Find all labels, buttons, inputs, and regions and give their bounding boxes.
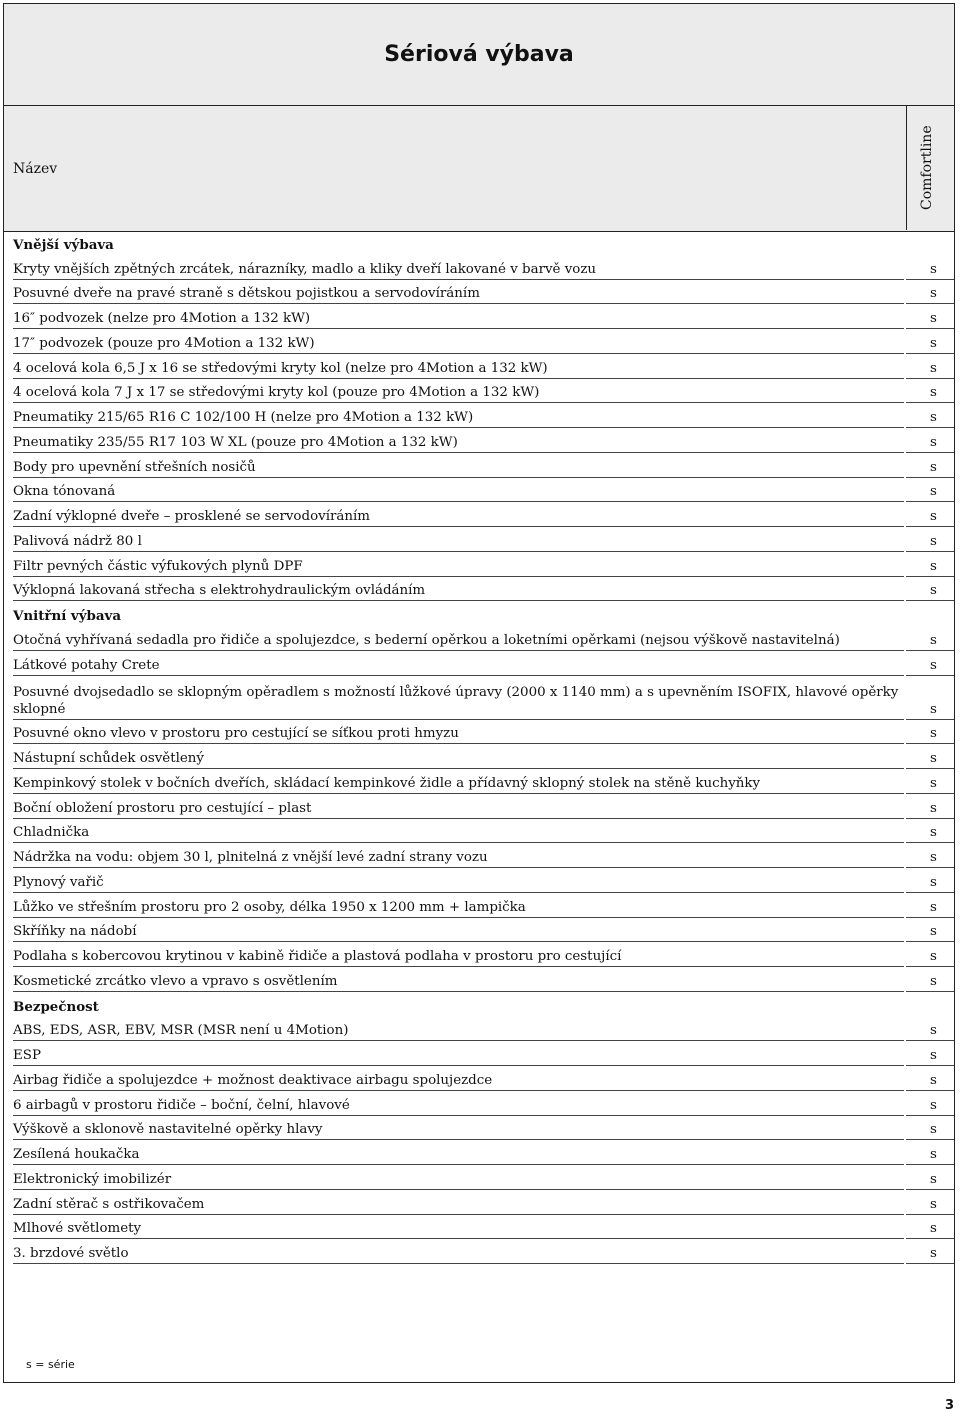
item-label: Okna tónovaná xyxy=(13,483,904,502)
table-row xyxy=(4,357,954,382)
comfortline-value: s xyxy=(906,1097,954,1116)
comfortline-value: s xyxy=(906,632,954,651)
comfortline-value: s xyxy=(906,849,954,868)
item-label: Kryty vnějších zpětných zrcátek, nárazníky, madlo a kliky dveří lakované v barvě vozu xyxy=(13,261,904,280)
title-bar xyxy=(4,4,954,106)
item-label: Nástupní schůdek osvětlený xyxy=(13,750,904,769)
table-row xyxy=(4,723,954,748)
table-row xyxy=(4,382,954,407)
table-row xyxy=(4,481,954,506)
table-row xyxy=(4,846,954,871)
comfortline-value: s xyxy=(906,657,954,676)
section-header xyxy=(4,233,954,258)
table-row xyxy=(4,431,954,456)
table-row xyxy=(4,1044,954,1069)
comfortline-value: s xyxy=(906,285,954,304)
item-label: Elektronický imobilizér xyxy=(13,1171,904,1190)
section-title: Vnější výbava xyxy=(13,236,114,253)
comfortline-value: s xyxy=(906,948,954,967)
comfortline-value: s xyxy=(906,508,954,527)
item-label: Boční obložení prostoru pro cestující – plast xyxy=(13,800,904,819)
comfortline-value: s xyxy=(906,725,954,744)
comfortline-value: s xyxy=(906,750,954,769)
comfortline-value: s xyxy=(906,384,954,403)
table-row xyxy=(4,555,954,580)
item-label: Plynový vařič xyxy=(13,874,904,893)
table-body xyxy=(4,233,954,1267)
table-row xyxy=(4,921,954,946)
table-row xyxy=(4,1242,954,1267)
item-label: Skříňky na nádobí xyxy=(13,923,904,942)
comfortline-value: s xyxy=(906,1047,954,1066)
item-label: Posuvné okno vlevo v prostoru pro cestující se síťkou proti hmyzu xyxy=(13,725,904,744)
item-label: Podlaha s kobercovou krytinou v kabině řidiče a plastová podlaha v prostoru pro cestující xyxy=(13,948,904,967)
comfortline-column-header: Comfortline xyxy=(919,125,935,210)
table-row xyxy=(4,822,954,847)
item-label: ESP xyxy=(13,1047,904,1066)
comfortline-value: s xyxy=(906,533,954,552)
table-row xyxy=(4,580,954,605)
table-row xyxy=(4,629,954,654)
item-label: Pneumatiky 215/65 R16 C 102/100 H (nelze pro 4Motion a 132 kW) xyxy=(13,409,904,428)
table-row xyxy=(4,283,954,308)
item-label: Otočná vyhřívaná sedadla pro řidiče a spolujezdce, s bederní opěrkou a loketními opěrkami (nejsou výškově nastavitelná) xyxy=(13,632,904,651)
comfortline-value: s xyxy=(906,582,954,601)
comfortline-value: s xyxy=(906,899,954,918)
comfortline-value: s xyxy=(906,1245,954,1264)
comfortline-value: s xyxy=(906,1121,954,1140)
item-label: 4 ocelová kola 7 J x 17 se středovými kryty kol (pouze pro 4Motion a 132 kW) xyxy=(13,384,904,403)
comfortline-value: s xyxy=(906,360,954,379)
table-row xyxy=(4,1168,954,1193)
item-label: Nádržka na vodu: objem 30 l, plnitelná z vnější levé zadní strany vozu xyxy=(13,849,904,868)
item-label: Lůžko ve střešním prostoru pro 2 osoby, délka 1950 x 1200 mm + lampička xyxy=(13,899,904,918)
comfortline-value: s xyxy=(906,824,954,843)
comfortline-value: s xyxy=(906,1146,954,1165)
item-label: Posuvné dvojsedadlo se sklopným opěradlem s možností lůžkové úpravy (2000 x 1140 mm) a s upevněním ISOFIX, hlavové opěrky sklopné xyxy=(13,684,904,720)
item-label: Palivová nádrž 80 l xyxy=(13,533,904,552)
table-row xyxy=(4,1069,954,1094)
table-row xyxy=(4,456,954,481)
table-row xyxy=(4,1218,954,1243)
table-row xyxy=(4,258,954,283)
table-row xyxy=(4,505,954,530)
table-row xyxy=(4,1094,954,1119)
table-row xyxy=(4,945,954,970)
equipment-table xyxy=(3,3,955,1383)
item-label: Kosmetické zrcátko vlevo a vpravo s osvětlením xyxy=(13,973,904,992)
table-row xyxy=(4,797,954,822)
item-label: 17″ podvozek (pouze pro 4Motion a 132 kW) xyxy=(13,335,904,354)
section-title: Bezpečnost xyxy=(13,998,99,1015)
table-row xyxy=(4,747,954,772)
comfortline-value: s xyxy=(906,261,954,280)
table-header xyxy=(4,106,954,232)
comfortline-value: s xyxy=(906,973,954,992)
section-title: Vnitřní výbava xyxy=(13,608,121,624)
table-row xyxy=(4,1119,954,1144)
item-label: Body pro upevnění střešních nosičů xyxy=(13,459,904,478)
comfortline-value: s xyxy=(906,335,954,354)
item-label: ABS, EDS, ASR, EBV, MSR (MSR není u 4Motion) xyxy=(13,1022,904,1041)
comfortline-value: s xyxy=(906,558,954,577)
item-label: Posuvné dveře na pravé straně s dětskou pojistkou a servodovíráním xyxy=(13,285,904,304)
table-row xyxy=(4,654,954,679)
table-row xyxy=(4,530,954,555)
item-label: Látkové potahy Crete xyxy=(13,657,904,676)
comfortline-value: s xyxy=(906,434,954,453)
comfortline-value: s xyxy=(906,775,954,794)
comfortline-value: s xyxy=(906,459,954,478)
comfortline-value: s xyxy=(906,483,954,502)
section-header xyxy=(4,995,954,1020)
comfortline-value: s xyxy=(906,1196,954,1215)
comfortline-value: s xyxy=(906,923,954,942)
comfortline-value: s xyxy=(906,701,954,720)
item-label: Zadní stěrač s ostřikovačem xyxy=(13,1196,904,1215)
page-title: Sériová výbava xyxy=(384,42,574,67)
table-row xyxy=(4,970,954,995)
comfortline-column xyxy=(906,106,954,230)
table-row xyxy=(4,406,954,431)
comfortline-value: s xyxy=(906,409,954,428)
item-label: 6 airbagů v prostoru řidiče – boční, čelní, hlavové xyxy=(13,1097,904,1116)
item-label: Chladnička xyxy=(13,824,904,843)
item-label: Zadní výklopné dveře – prosklené se servodovíráním xyxy=(13,508,904,527)
table-row xyxy=(4,332,954,357)
comfortline-value: s xyxy=(906,310,954,329)
item-label: 4 ocelová kola 6,5 J x 16 se středovými kryty kol (nelze pro 4Motion a 132 kW) xyxy=(13,360,904,379)
comfortline-value: s xyxy=(906,1220,954,1239)
name-column-header: Název xyxy=(13,161,58,177)
table-row xyxy=(4,871,954,896)
item-label: 3. brzdové světlo xyxy=(13,1245,904,1264)
comfortline-value: s xyxy=(906,1171,954,1190)
table-row xyxy=(4,1193,954,1218)
item-label: Výškově a sklonově nastavitelné opěrky hlavy xyxy=(13,1121,904,1140)
comfortline-value: s xyxy=(906,800,954,819)
item-label: Mlhové světlomety xyxy=(13,1220,904,1239)
item-label: Pneumatiky 235/55 R17 103 W XL (pouze pro 4Motion a 132 kW) xyxy=(13,434,904,453)
legend: s = série xyxy=(26,1358,75,1371)
table-row xyxy=(4,307,954,332)
page-number: 3 xyxy=(944,1398,954,1413)
comfortline-value: s xyxy=(906,874,954,893)
item-label: Airbag řidiče a spolujezdce + možnost deaktivace airbagu spolujezdce xyxy=(13,1072,904,1091)
table-row xyxy=(4,772,954,797)
comfortline-value: s xyxy=(906,1022,954,1041)
table-row xyxy=(4,1020,954,1045)
table-row xyxy=(4,1143,954,1168)
item-label: Zesílená houkačka xyxy=(13,1146,904,1165)
table-row xyxy=(4,896,954,921)
item-label: Kempinkový stolek v bočních dveřích, skládací kempinkové židle a přídavný sklopný stolek na stěně kuchyňky xyxy=(13,775,904,794)
section-header xyxy=(4,604,954,629)
table-row xyxy=(4,679,954,723)
item-label: Výklopná lakovaná střecha s elektrohydraulickým ovládáním xyxy=(13,582,904,601)
item-label: 16″ podvozek (nelze pro 4Motion a 132 kW) xyxy=(13,310,904,329)
item-label: Filtr pevných částic výfukových plynů DPF xyxy=(13,558,904,577)
comfortline-value: s xyxy=(906,1072,954,1091)
